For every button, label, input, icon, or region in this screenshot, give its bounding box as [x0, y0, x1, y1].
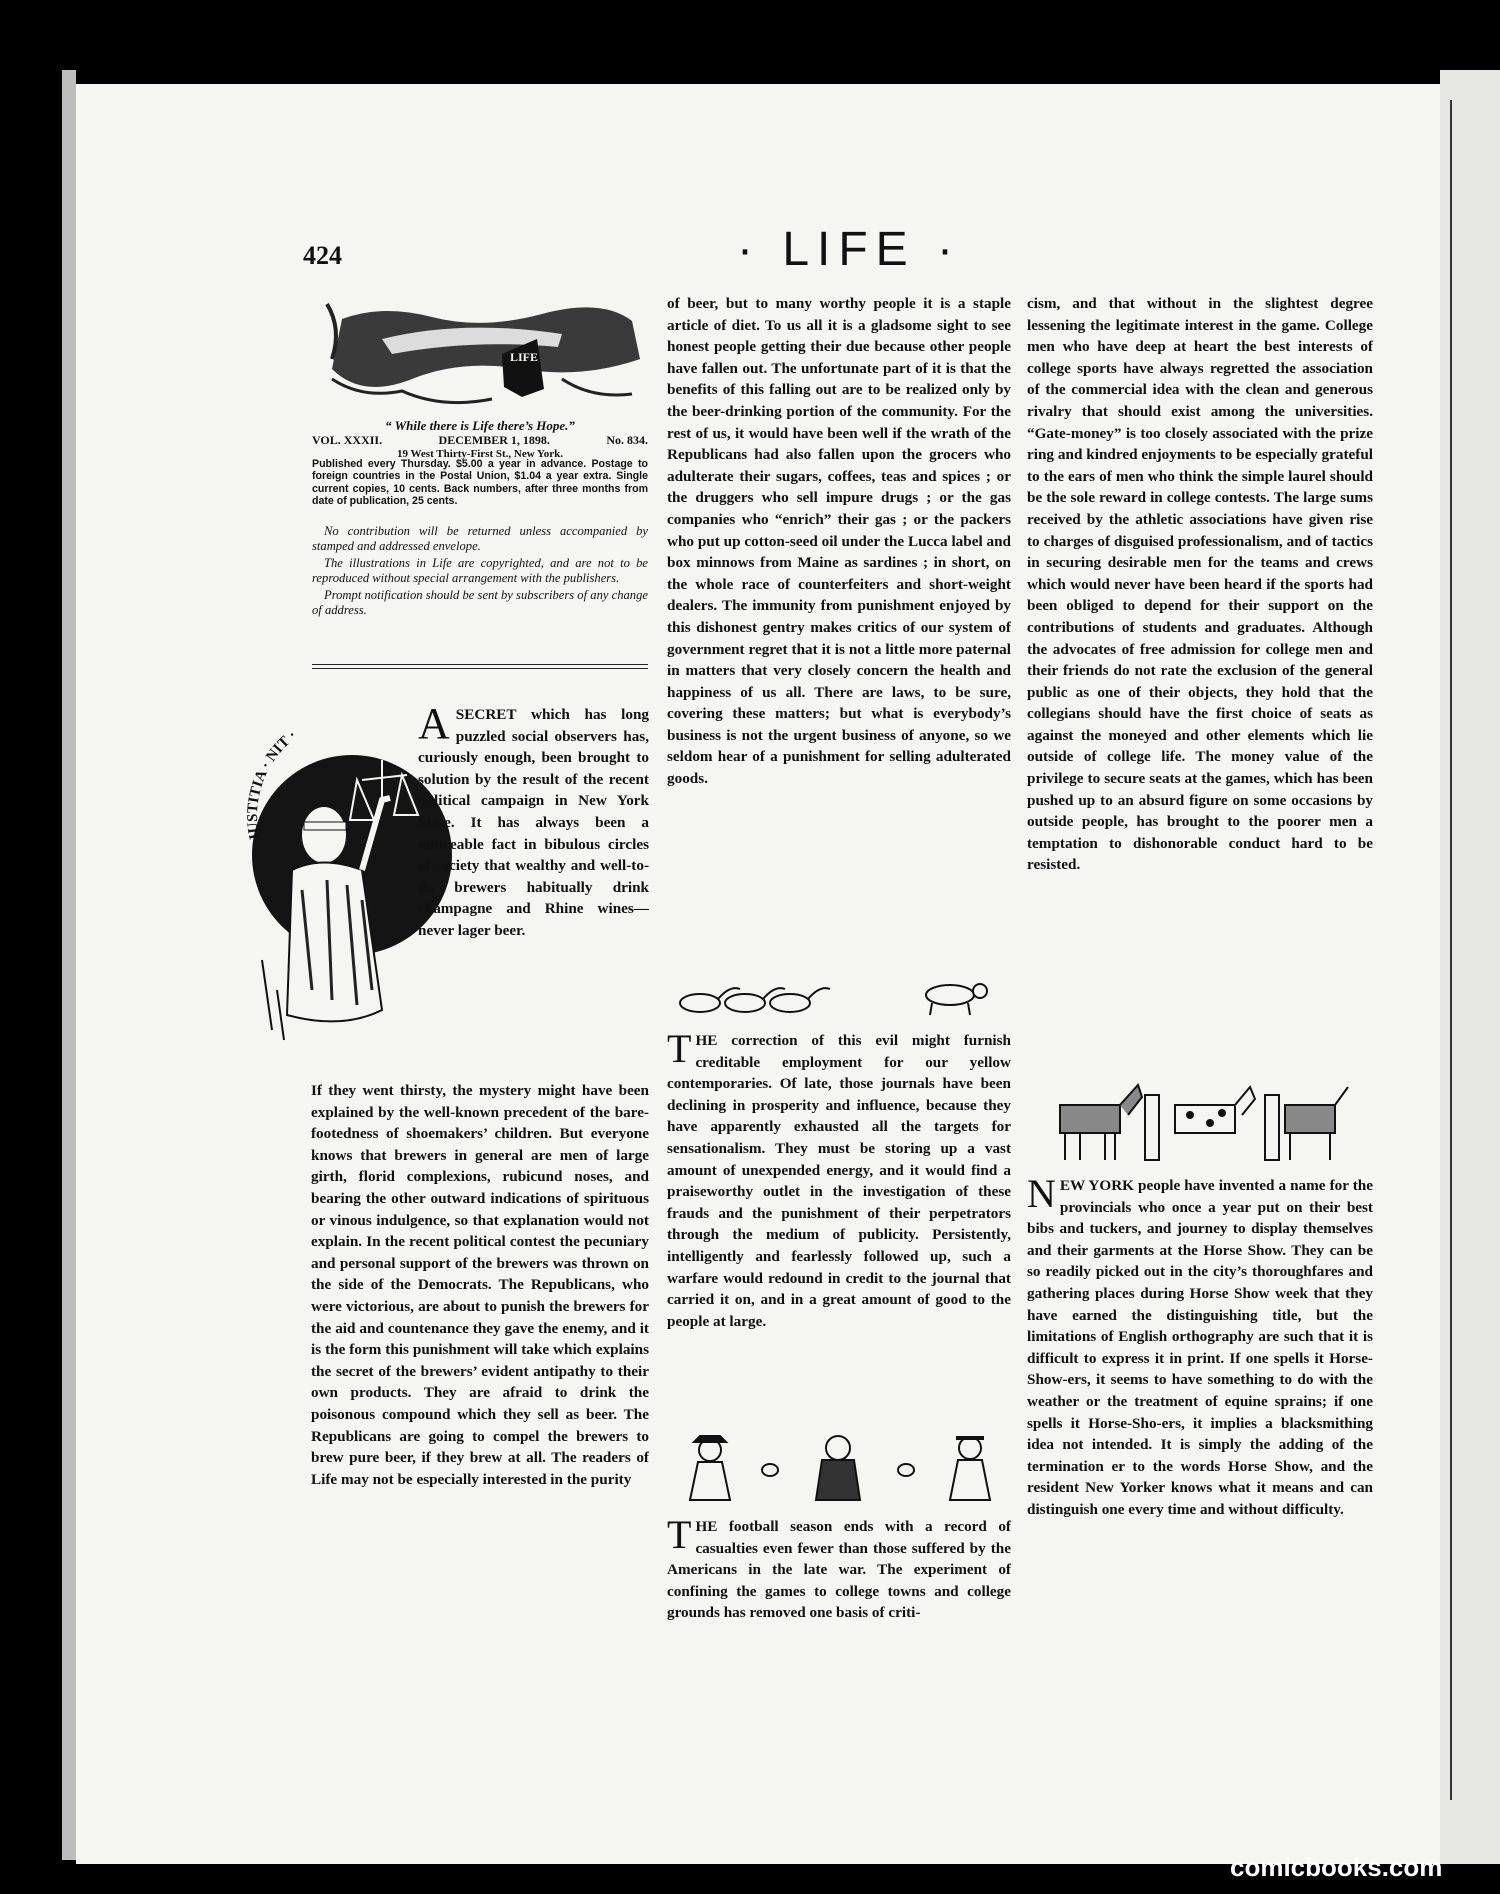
- notice-copyright: The illustrations in Life are copyrighted, and are not to be reproduced without special arrangement with the publishers.: [312, 556, 648, 585]
- masthead-title: · LIFE ·: [737, 223, 962, 276]
- horses-vignette: [1050, 1075, 1350, 1165]
- article-horse-show: [1027, 1171, 1373, 1521]
- notice-address-change: Prompt notification should be sent by subscribers of any change of address.: [312, 588, 648, 617]
- article-beer-opening-text: SECRET which has long puzzled social observers has, curiously enough, been brought to solution by the result of the recent political campaign in New York State. It has always been a noticeable fact in bibulous circles of society that wealthy and well-to-do brewers habitually drink champagne and Rhine wines—never lager beer.: [418, 706, 649, 939]
- article-press-text: HE correction of this evil might furnish creditable employment for our yellow contemporaries. Of late, those journals have been declining in prosperity and influence, because they have apparently exhausted all the targets for sensationalism. They must be storing up a vast amount of unexpended energy, and it would find a praiseworthy outlet in the investigation of these frauds and the punishment of their perpetrators through the medium of publicity. Persistently, intelligently and fearlessly followed up, such a warfare would redound in credit to the journal that carried it on, and in a great amount of good to the people at large.: [667, 1032, 1011, 1330]
- book-spine: [1440, 70, 1500, 1864]
- drop-cap: T: [667, 1512, 692, 1557]
- site-watermark: comicbooks.com: [1230, 1852, 1443, 1882]
- justitia-caption: JUSTITIA · NIT ·: [244, 727, 300, 843]
- issue-date: DECEMBER 1, 1898.: [438, 433, 550, 447]
- divider-rule: [312, 664, 648, 665]
- publisher-address: 19 West Thirty-First St., New York.: [396, 448, 563, 460]
- column-1-body: [311, 1080, 649, 1490]
- article-beer-ending: of beer, but to many worthy people it is a staple article of diet. To us all it is a gladsome sight to see honest people getting their due because other people have fallen out. The unfortunate part of it is that the benefits of this falling out are to be realized only by the beer-drinking portion of the community. For the rest of us, it would have been well if the wrath of the Republicans had also fallen upon the grocers who adulterate their sugars, coffees, teas and spices ; or the druggers who sell impure drugs ; or the gas companies who “enrich” their gas ; or the packers who put up cotton-seed oil under the Lucca label and box minnows from Maine as sardines ; in short, on the whole race of counterfeiters and short-weight dealers. The immunity from punishment enjoyed by this dishonest gentry makes critics of our system of government regret that it is not a little more paternal in matters that very closely concern the health and happiness of us all. There are laws, to be sure, covering these matters; but what is everybody’s business is not the urgent business of anyone, so we seldom hear of a punishment for selling adulterated goods.: [667, 295, 1011, 788]
- motto-text: “ While there is Life there’s Hope.”: [385, 418, 575, 433]
- spine-shadow: [1450, 100, 1452, 1800]
- editorial-notices: [312, 524, 648, 620]
- article-beer-continued: If they went thirsty, the mystery might have been explained by the well-known precedent of the bare-footedness of shoemakers’ children. But everyone knows that brewers in general are men of large girth, florid complexions, rubicund noses, and bearing the other outward indications of spirituous or vinous indulgence, so that explanation would not explain. In the recent political contest the pecuniary and personal support of the brewers was thrown on the side of the Democrats. The Republicans, who were victorious, are about to punish the brewers for the aid and countenance they gave the enemy, and it is the form this punishment will take which explains the secret of the brewers’ evident antipathy to their own products. They are afraid to drink the poisonous compound which they sell as beer. The Republicans are going to compel the brewers to brew pure beer, if they brew at all. The readers of Life may not be especially interested in the purity: [311, 1082, 649, 1488]
- girls-vignette: [670, 1430, 1010, 1515]
- scan-left-edge: [62, 70, 76, 1860]
- drop-cap: N: [1027, 1171, 1056, 1216]
- volume-line: [312, 433, 648, 447]
- article-football: [667, 1512, 1011, 1624]
- article-press: [667, 1026, 1011, 1332]
- notice-contributions: No contribution will be returned unless accompanied by stamped and addressed envelope.: [312, 524, 648, 553]
- article-beer-opening: [418, 699, 649, 942]
- imprint-block: [312, 419, 648, 461]
- banner-life-label: LIFE: [510, 350, 539, 364]
- issue-number: No. 834.: [606, 433, 648, 447]
- divider-rule: [312, 668, 648, 669]
- column-2-body: [667, 293, 1011, 790]
- article-football-text: HE football season ends with a record of casualties even fewer than those suffered by the Americans in the late war. The experiment of confining the games to college towns and college grounds has removed one basis of criti-: [667, 1518, 1011, 1622]
- drop-cap: A: [418, 699, 450, 748]
- page-number: 424: [303, 241, 342, 270]
- volume-number: VOL. XXXII.: [312, 433, 383, 447]
- article-horse-show-text: EW YORK people have invented a name for the provincials who once a year put on their best bibs and tuckers, and journey to display themselves and their garments at the Horse Show. They can be so readily picked out in the city’s thoroughfares and gathering places during Horse Show week that they have earned the distinguishing title, but the limitations of English orthography are such that it is difficult to express it in print. If one spells it Horse-Show-ers, it seems to have something to do with the weather or the treatment of equine sprains; if one spells it Horse-Sho-ers, it implies a blacksmithing idea not intended. It is simply the adding of the termination er to the words Horse Show, and the resident New Yorker knows what it means and can distinguish one every time and without difficulty.: [1027, 1177, 1373, 1518]
- column-3-body: [1027, 293, 1373, 876]
- life-banner-illustration: [322, 299, 646, 411]
- geese-fox-vignette: [670, 975, 1010, 1025]
- drop-cap: T: [667, 1026, 692, 1071]
- publication-info: Published every Thursday. $5.00 a year in advance. Postage to foreign countries in the Postal Union, $1.04 a year extra. Single current copies, 10 cents. Back numbers, after three months from date of publication, 25 cents.: [312, 458, 648, 508]
- article-football-continued: cism, and that without in the slightest degree lessening the legitimate interest in the game. College men who have deep at heart the best interests of college sports have always regretted the association of the commercial idea with the clean and generous rivalry that should exist among the universities. “Gate-money” is too closely associated with the prize ring and kindred enjoyments to be especially grateful to the ears of men who think the simple laurel should be the sole reward in college contests. The large sums received by the athletic associations have given rise to charges of disguised professionalism, and of tactics in securing desirable men for the teams and crews which would never have been heard if the sports had been obliged to depend for their support on the contributions of students and graduates. Although the advocates of free admission for college men and their friends do not rate the exclusion of the general public as one of their objects, they hold that the collegians should have the first choice of seats as against the moneyed and other elements which lie outside of college life. The money value of the privilege to secure seats at the games, which has been pushed up to an absurd figure on some occasions by outside people, has brought to the poorer men a temptation to dishonorable conduct hard to be resisted.: [1027, 295, 1373, 874]
